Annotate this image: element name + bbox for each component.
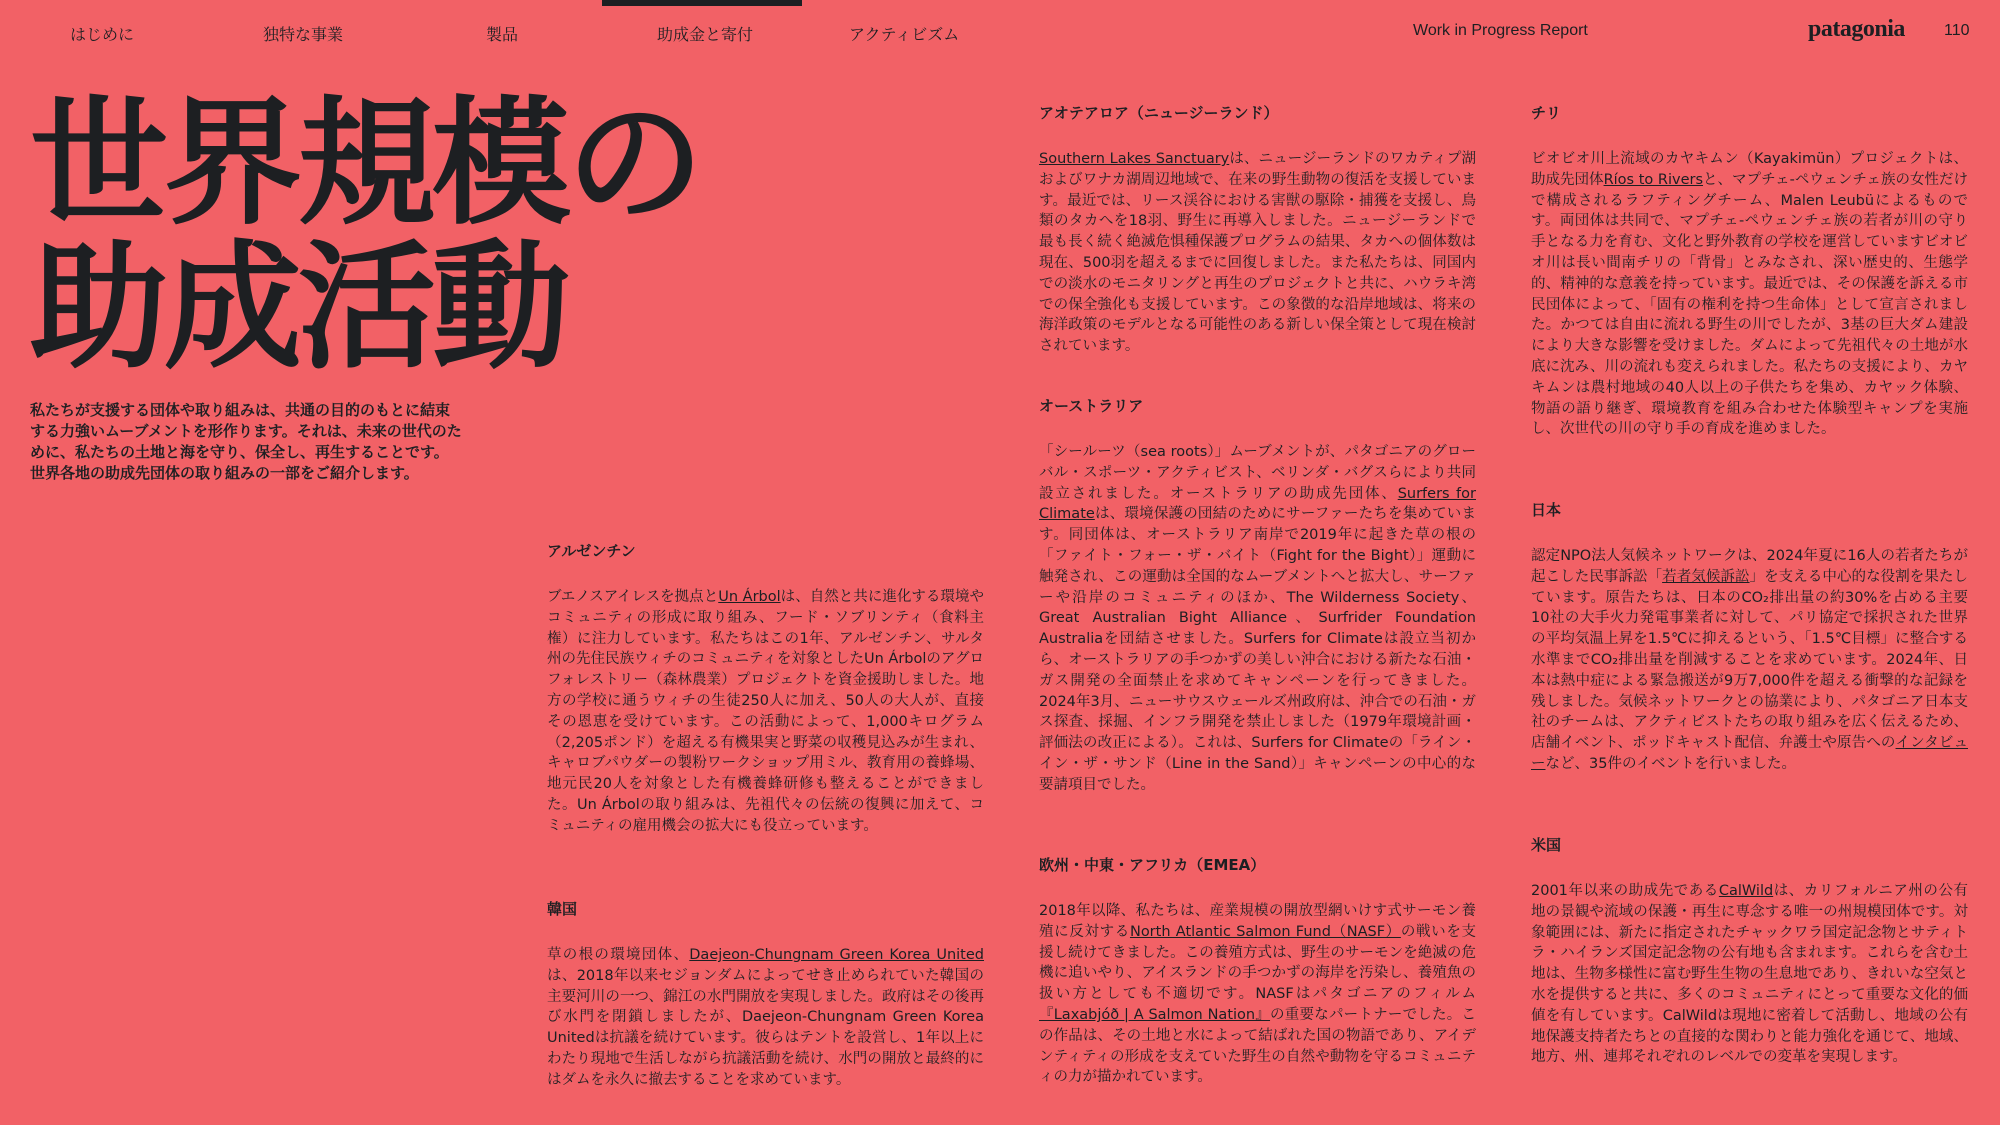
section-heading: 韓国 (547, 900, 578, 918)
section-australia (1039, 395, 1476, 796)
section-japan (1531, 499, 1968, 775)
section-heading: 欧州・中東・アフリカ（EMEA） (1039, 856, 1266, 874)
section-heading: 米国 (1531, 836, 1562, 854)
page-number: 110 (1944, 22, 1970, 39)
link-rios-to-rivers[interactable]: Ríos to Rivers (1603, 171, 1704, 188)
section-usa (1531, 834, 1968, 1068)
section-heading: 日本 (1531, 501, 1562, 519)
section-body: 2018年以降、私たちは、産業規模の開放型網いけす式サーモン養殖に反対するNorth Atlantic Salmon Fund（NASF）の戦いを支援し続けてきました。この養殖方式は、野生のサーモンを絶滅の危機に追いやり、アイスランドの手つかずの海岸を汚染し、養殖魚の扱い方としても不適切です。NASFはパタゴニアのフィルム『Laxabjóð | A Salmon Nation』の重要なパートナーでした。この作品は、その土地と水によって結ばれた国の物語であり、アイデンティティの形成を支えていた野生の自然や動物を守るコミュニティの力が描かれています。 (1039, 903, 1476, 1086)
nav-item-activism[interactable]: アクティビズム (849, 25, 960, 44)
patagonia-logo: patagonia (1808, 16, 1905, 42)
link-calwild[interactable]: CalWild (1718, 883, 1774, 899)
section-chile (1531, 102, 1968, 440)
active-tab-indicator (602, 0, 802, 6)
section-heading: オーストラリア (1039, 397, 1144, 415)
link-daejeon-chungnam[interactable]: Daejeon-Chungnam Green Korea United (689, 947, 984, 963)
section-body: ビオビオ川上流域のカヤキムン（Kayakimün）プロジェクトは、助成先団体Ríos to Riversと、マプチェ-ペウェンチェ族の女性だけで構成されるラフティングチーム、Malen Leubüによるものです。両団体は共同で、マプチェ-ペウェンチェ族の若者が川の守り手となる力を育む、文化と野外教育の学校を運営していますビオビオ川は長い間南チリの「背骨」とみなされ、深い歴史的、生態学的、精神的な意義を持っています。最近では、その保護を訴える市民団体によって、「固有の権利を持つ生命体」として宣言されました。かつては自由に流れる野生の川でしたが、3基の巨大ダム建設により大きな影響を受けました。ダムによって先祖代々の土地が水底に沈み、川の流れも変えられました。私たちの支援により、カヤキムンは農村地域の40人以上の子供たちを集め、カヤック体験、物語の語り継ぎ、環境教育を組み合わせた体験型キャンプを実施し、次世代の川の守り手の育成を進めました。 (1531, 151, 1969, 438)
link-interview[interactable]: インタビュー (1531, 735, 1969, 772)
page-title-line-1: 世界規模の (30, 83, 701, 244)
section-body: 認定NPO法人気候ネットワークは、2024年夏に16人の若者たちが起こした民事訴訟「若者気候訴訟」を支える中心的な役割を果たしています。原告たちは、日本のCO₂排出量の約30%を占める主要10社の大手火力発電事業者に対して、パリ協定で採択された世界の平均気温上昇を1.5℃に抑えるという、「1.5℃目標」に整合する水準までCO₂排出量を削減することを求めています。2024年、日本は熱中症による緊急搬送が9万7,000件を超える衝撃的な記録を残しました。気候ネットワークとの協業により、パタゴニア日本支社のチームは、アクティビストたちの取り組みを広く伝えるため、店舗イベント、ポッドキャスト配信、弁護士や原告へのインタビューなど、35件のイベントを行いました。 (1531, 548, 1969, 772)
link-youth-climate-lawsuit[interactable]: 若者気候訴訟 (1662, 568, 1750, 585)
report-title: Work in Progress Report (1413, 22, 1588, 39)
section-heading: チリ (1531, 104, 1562, 122)
section-body: 草の根の環境団体、Daejeon-Chungnam Green Korea Unitedは、2018年以来セジョンダムによってせき止められていた韓国の主要河川の一つ、錦江の水門開放を実現しました。政府はその後再び水門を閉鎖しましたが、Daejeon-Chungnam Green Korea Unitedは抗議を続けています。彼らはテントを設営し、1年以上にわたり現地で生活しながら抗議活動を続け、水門の開放と最終的にはダムを永久に撤去することを求めています。 (547, 947, 984, 1088)
section-emea (1039, 854, 1476, 1088)
section-argentina (547, 540, 984, 837)
page-title-line-2: 助成活動 (30, 226, 567, 388)
section-body: ブエノスアイレスを拠点とUn Árbolは、自然と共に進化する環境やコミュニティの形成に取り組み、フード・ソブリンティ（食料主権）に注力しています。私たちはこの1年、アルゼンチン、サルタ州の先住民族ウィチのコミュニティを対象としたUn Árbolのアグロフォレストリー（森林農業）プロジェクトを資金援助しました。地方の学校に通うウィチの生徒250人に加え、50人の大人が、直接その恩恵を受けています。この活動によって、1,000キログラム（2,205ポンド）を超える有機果実と野菜の収穫見込みが生まれ、キャロブパウダーの製粉ワークショップ用ミル、教育用の養蜂場、地元民20人を対象とした有機養蜂研修も整えることができました。Un Árbolの取り組みは、先祖代々の伝統の復興に加えて、コミュニティの雇用機会の拡大にも役立っています。 (547, 589, 984, 834)
section-heading: アオテアロア（ニュージーランド） (1039, 104, 1279, 122)
nav-item-products[interactable]: 製品 (486, 25, 519, 44)
link-nasf[interactable]: North Atlantic Salmon Fund（NASF） (1129, 923, 1401, 940)
link-laxabjod-film[interactable]: 『Laxabjóð | A Salmon Nation』 (1039, 1006, 1271, 1023)
nav-item-business[interactable]: 独特な事業 (263, 25, 344, 44)
section-body: 2001年以来の助成先であるCalWildは、カリフォルニア州の公有地の景観や流域の保護・再生に専念する唯一の州規模団体です。対象範囲には、新たに指定されたチャックワラ国定記念物とサティトラ・ハイランズ国定記念物の公有地も含まれます。これらを含む土地は、生物多様性に富む野生生物の生息地であり、きれいな空気と水を提供すると共に、多くのコミュニティにとって重要な文化的価値を有しています。CalWildは現地に密着して活動し、地域の公有地保護支持者たちとの直接的な関わりと能力強化を通じて、地域、地方、州、連邦それぞれのレベルでの変革を実現します。 (1531, 883, 1968, 1066)
nav-item-grants[interactable]: 助成金と寄付 (657, 25, 754, 44)
page-title (30, 83, 701, 388)
section-heading: アルゼンチン (547, 542, 636, 560)
link-surfers-for-climate[interactable]: Surfers for Climate (1039, 485, 1476, 523)
section-aotearoa (1039, 102, 1476, 357)
link-southern-lakes[interactable]: Southern Lakes Sanctuary (1039, 151, 1230, 167)
section-korea (547, 898, 984, 1091)
intro-paragraph: 私たちが支援する団体や取り組みは、共通の目的のもとに結束する力強いムーブメントを形作ります。それは、未来の世代のために、私たちの土地と海を守り、保全し、再生することです。世界各地の助成先団体の取り組みの一部をご紹介します。 (30, 401, 462, 482)
nav-item-intro[interactable]: はじめに (70, 25, 135, 44)
section-body: Southern Lakes Sanctuaryは、ニュージーランドのワカティプ湖およびワナカ湖周辺地域で、在来の野生動物の復活を支援しています。最近では、リース渓谷における害獣の駆除・捕獲を支援し、鳥類のタカへを18羽、野生に再導入しました。ニュージーランドで最も長く続く絶滅危惧種保護プログラムの結果、タカへの個体数は現在、500羽を超えるまでに回復しました。また私たちは、同国内での淡水のモニタリングと再生のプロジェクトと共に、ハウラキ湾での保全強化も支援しています。この象徴的な沿岸地域は、将来の海洋政策のモデルとなる可能性のある新しい保全策として現在検討されています。 (1039, 151, 1476, 355)
link-un-arbol[interactable]: Un Árbol (718, 589, 781, 605)
section-body: 「シールーツ（sea roots）」ムーブメントが、パタゴニアのグローバル・スポーツ・アクティビスト、ベリンダ・バグスらにより共同設立されました。オーストラリアの助成先団体、Surfers for Climateは、環境保護の団結のためにサーファーたちを集めています。同団体は、オーストラリア南岸で2019年に起きた草の根の「ファイト・フォー・ザ・バイト（Fight for the Bight）」運動に触発され、この運動は全国的なムーブメントへと拡大し、サーファーや沿岸のコミュニティのほか、The Wilderness Society、Great Australian Bight Alliance、Surfrider Foundation Australiaを団結させました。Surfers for Climateは設立当初から、オーストラリアの手つかずの美しい沖合における新たな石油・ガス開発の全面禁止を求めてキャンペーンを行ってきました。2024年3月、ニューサウスウェールズ州政府は、沖合での石油・ガス探査、採掘、インフラ開発を禁止しました（1979年環境計画・評価法の改正による）。これは、Surfers for Climateの「ライン・イン・ザ・サンド（Line in the Sand）」キャンペーンの中心的な要請項目でした。 (1039, 444, 1476, 793)
